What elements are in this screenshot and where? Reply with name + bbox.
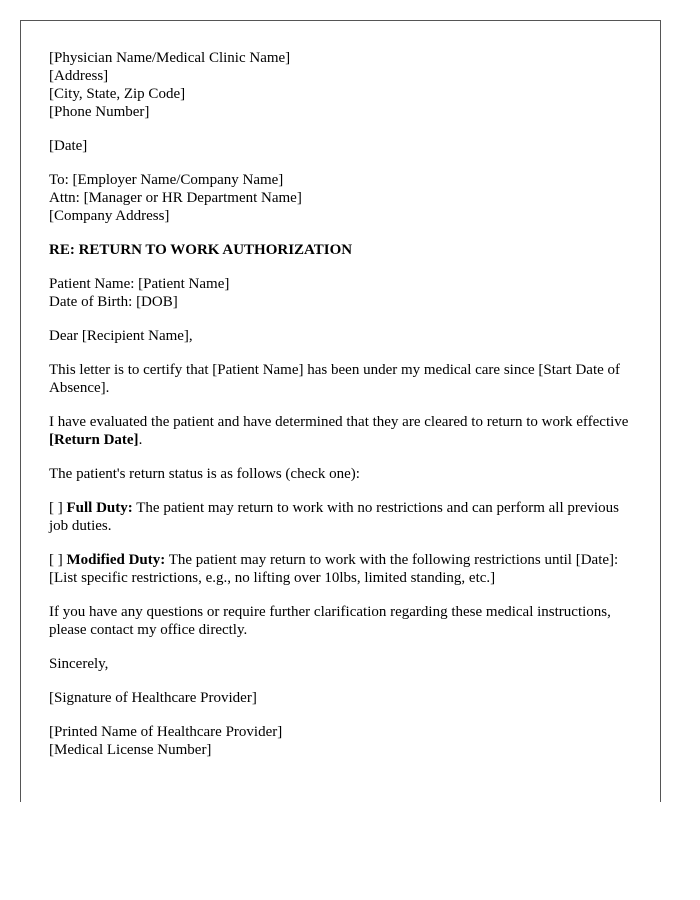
certify-text: This letter is to certify that [Patient Name] has been under my medical care since [Start Date of Absence]. <box>49 362 621 396</box>
provider-block <box>49 723 639 759</box>
modified-duty-checkbox: [ ] <box>49 552 67 568</box>
letter-page <box>20 20 661 802</box>
closing <box>49 655 639 673</box>
full-duty-label: Full Duty: <box>66 500 133 516</box>
option-modified-duty <box>49 551 639 587</box>
sender-block <box>49 49 639 121</box>
paragraph-status-intro <box>49 465 639 483</box>
modified-duty-label: Modified Duty: <box>66 552 166 568</box>
salutation <box>49 327 639 345</box>
letter-content <box>49 49 639 775</box>
full-duty-text: The patient may return to work with no restrictions and can perform all previous job duties. <box>49 500 620 534</box>
patient-dob-line: Date of Birth: [DOB] <box>49 294 178 310</box>
subject-text: RE: RETURN TO WORK AUTHORIZATION <box>49 242 353 258</box>
salutation-text: Dear [Recipient Name], <box>49 328 193 344</box>
evaluated-text: I have evaluated the patient and have determined that they are cleared to return to work effective <box>49 414 629 430</box>
date-text: [Date] <box>49 138 88 154</box>
subject-line <box>49 241 639 259</box>
patient-block <box>49 275 639 311</box>
sender-phone: [Phone Number] <box>49 104 150 120</box>
license-number: [Medical License Number] <box>49 742 212 758</box>
restrictions-list: [List specific restrictions, e.g., no lifting over 10lbs, limited standing, etc.] <box>49 570 496 586</box>
patient-name-line: Patient Name: [Patient Name] <box>49 276 230 292</box>
recipient-attn: Attn: [Manager or HR Department Name] <box>49 190 302 206</box>
paragraph-questions <box>49 603 639 639</box>
full-duty-checkbox: [ ] <box>49 500 67 516</box>
paragraph-certify <box>49 361 639 397</box>
sender-city-state-zip: [City, State, Zip Code] <box>49 86 186 102</box>
sender-name: [Physician Name/Medical Clinic Name] <box>49 50 291 66</box>
option-full-duty <box>49 499 639 535</box>
questions-text: If you have any questions or require further clarification regarding these medical instructions, please contact my office directly. <box>49 604 611 638</box>
recipient-address: [Company Address] <box>49 208 170 224</box>
signature-text: [Signature of Healthcare Provider] <box>49 690 257 706</box>
paragraph-evaluated <box>49 413 639 449</box>
evaluated-suffix: . <box>138 432 143 448</box>
status-intro-text: The patient's return status is as follows (check one): <box>49 466 360 482</box>
letter-date <box>49 137 639 155</box>
sender-address: [Address] <box>49 68 109 84</box>
return-date: [Return Date] <box>49 432 139 448</box>
printed-name: [Printed Name of Healthcare Provider] <box>49 724 283 740</box>
recipient-block <box>49 171 639 225</box>
recipient-to: To: [Employer Name/Company Name] <box>49 172 284 188</box>
modified-duty-text: The patient may return to work with the following restrictions until [Date]: <box>165 552 619 568</box>
signature-line <box>49 689 639 707</box>
closing-text: Sincerely, <box>49 656 109 672</box>
